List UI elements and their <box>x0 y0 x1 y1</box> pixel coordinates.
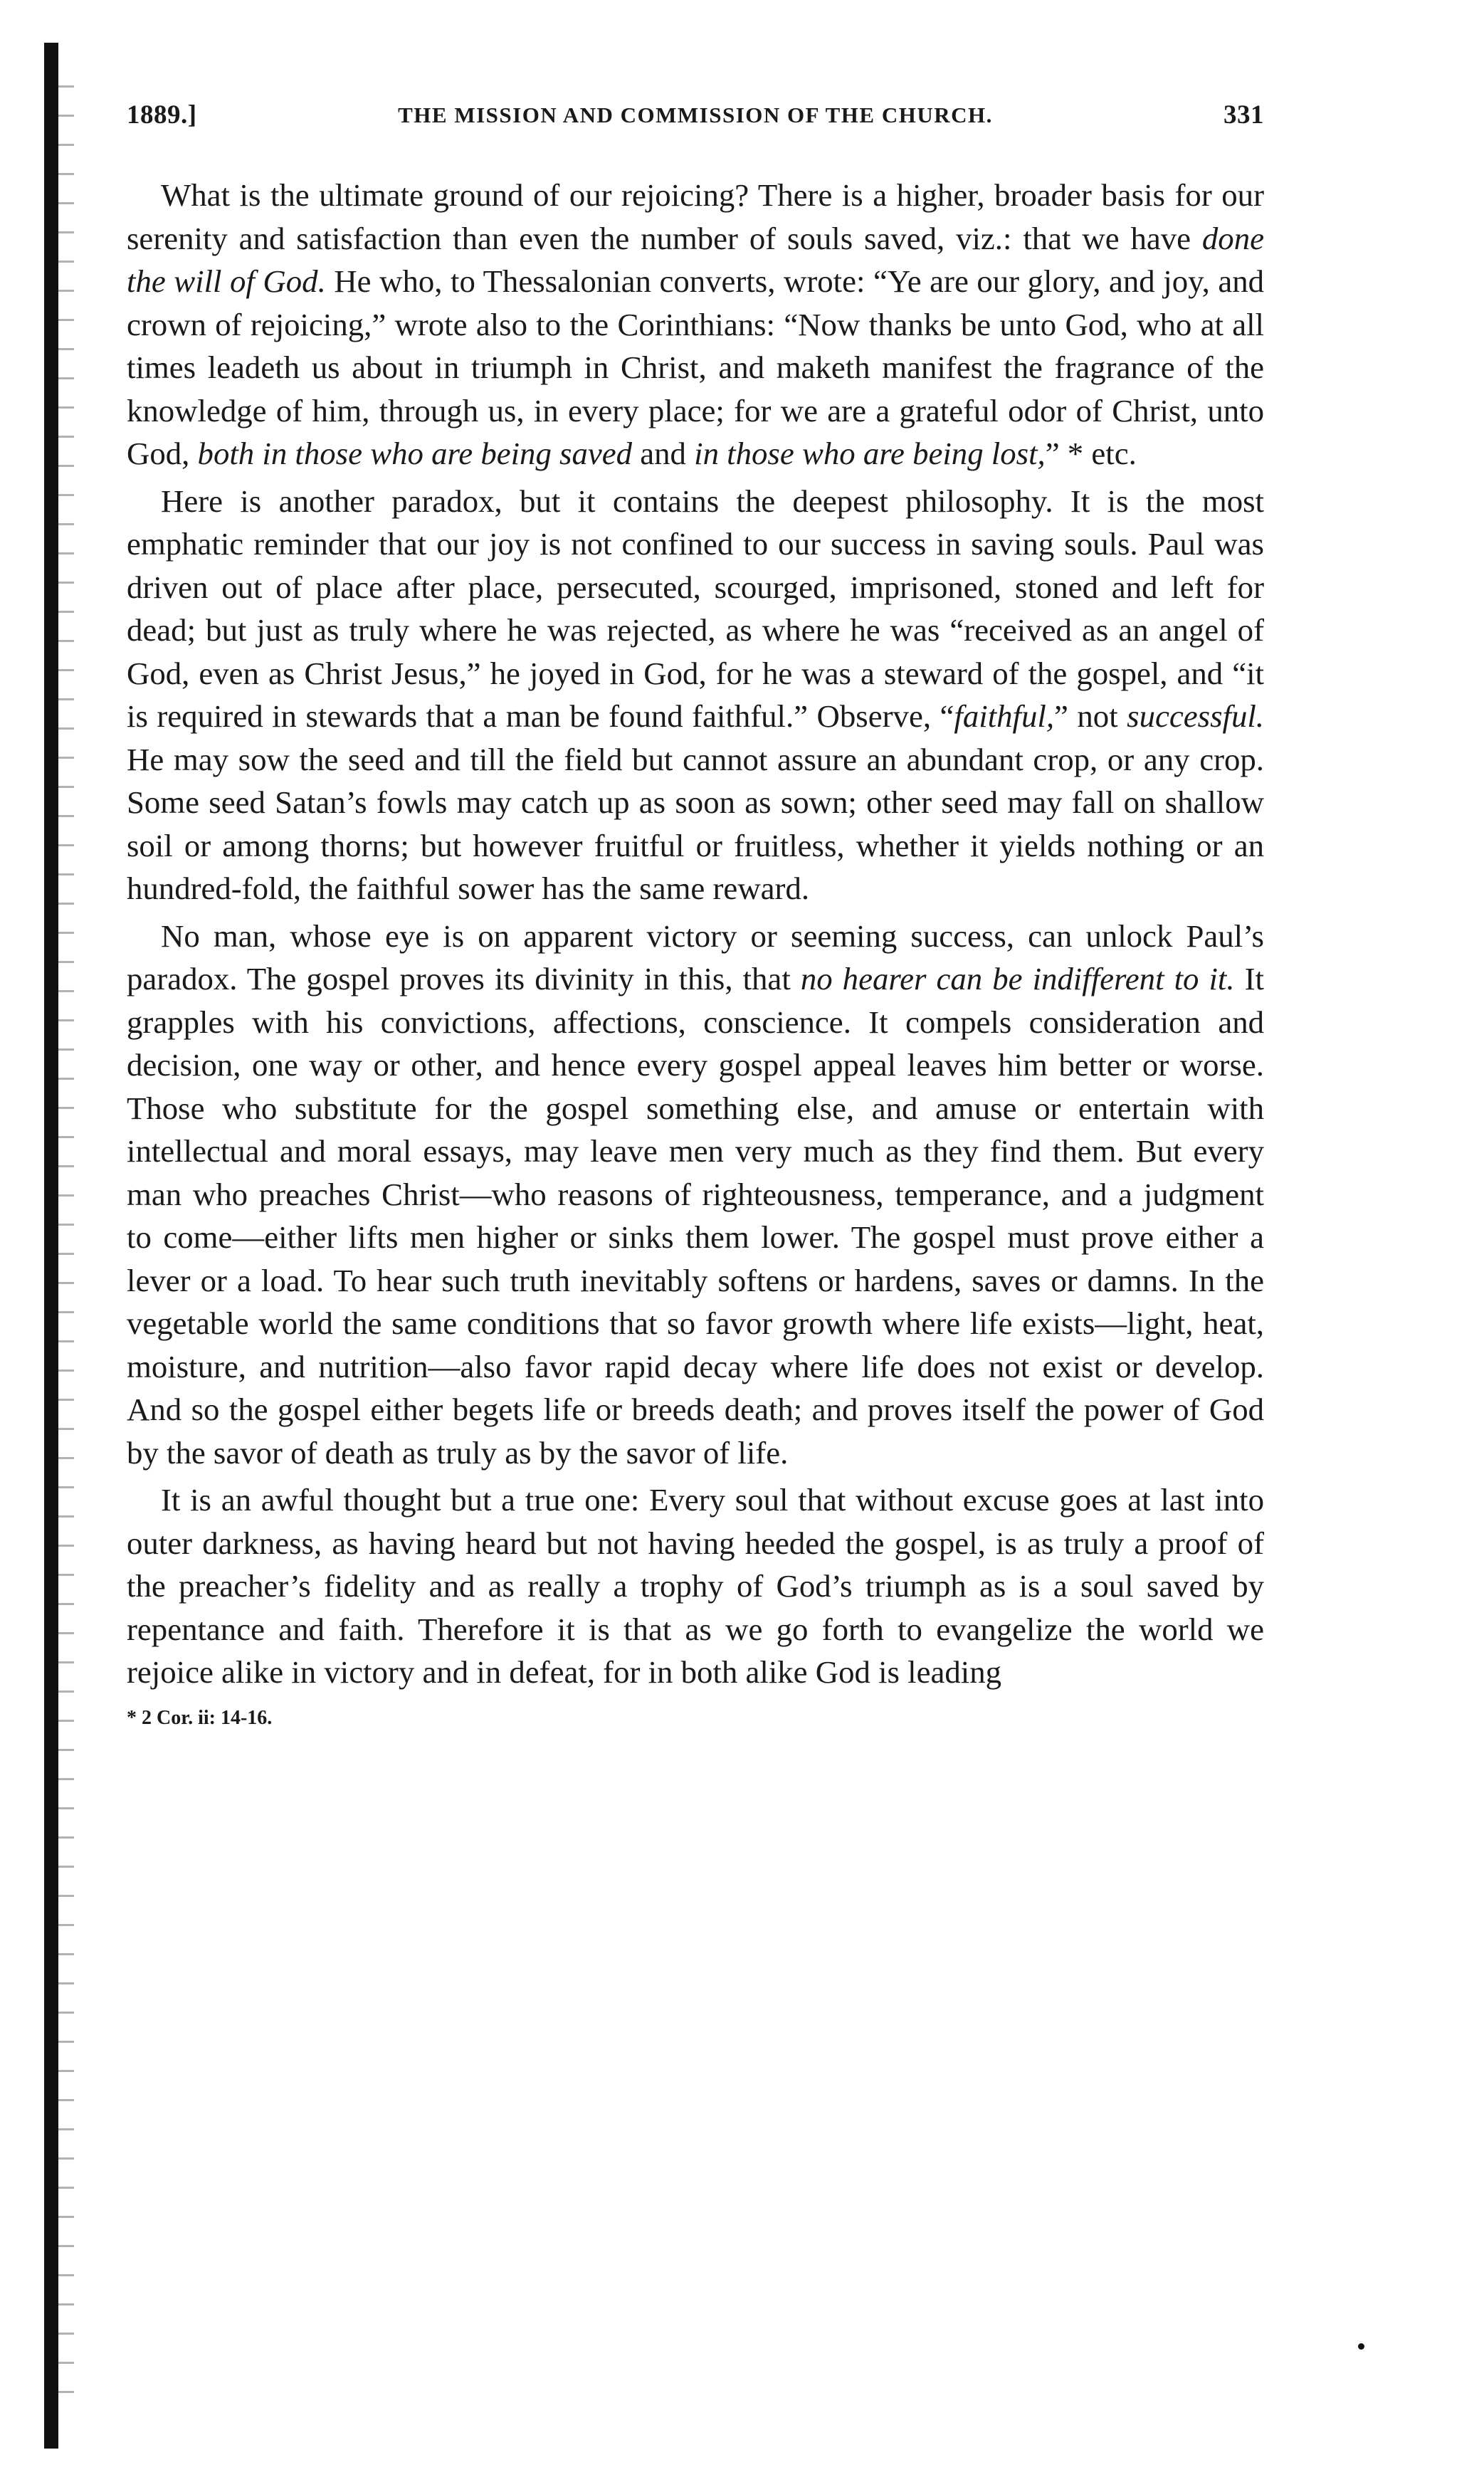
text-run: He who, to Thessalonian converts, wrote: “Ye are our glory, and joy, and crown of rejoicing,” wrote also to the Corinthians: “Now thanks be unto God, who at all times leadeth us about in triumph in Christ, and maketh manifest the fragrance of the knowledge of him, through us, in every place; for we are a grateful odor of Christ, unto God, <box>127 263 1265 471</box>
header-title: THE MISSION AND COMMISSION OF THE CHURCH. <box>398 102 993 127</box>
italic-run: done the will of God. <box>127 220 1264 299</box>
italic-run: faithful, <box>954 698 1055 734</box>
page-number: 331 <box>1223 100 1264 130</box>
paragraph <box>127 480 1264 910</box>
paragraph <box>127 1478 1264 1694</box>
header-year: 1889.] <box>127 100 197 130</box>
binding-shadow <box>58 85 74 2399</box>
page <box>127 100 1264 1730</box>
text-run: ” * etc. <box>1045 436 1137 471</box>
text-run: He may sow the seed and till the field but cannot assure an abundant crop, or any crop. Some seed Satan’s fowls may catch up as soon as sown; other seed may fall on shallow soil or among thorns; but however fruitful or fruitless, whether it yields nothing or an hundred-fold, the faithful sower has the same reward. <box>127 741 1264 906</box>
paragraph <box>127 915 1264 1475</box>
page-binding-edge <box>44 43 58 2449</box>
ink-speck <box>1358 2343 1364 2350</box>
text-run: It is an awful thought but a true one: Every soul that without excuse goes at last into outer darkness, as having heard but not having heeded the gospel, is as truly a proof of the preacher’s fidelity and as really a trophy of God’s triumph as is a soul saved by repentance and faith. Therefore it is that as we go forth to evangelize the world we rejoice alike in victory and in defeat, for in both alike God is leading <box>127 1482 1264 1690</box>
italic-run: both in those who are being saved <box>197 436 633 471</box>
paragraph <box>127 174 1264 475</box>
text-run: Here is another paradox, but it contains the deepest philosophy. It is the most emphatic reminder that our joy is not confined to our success in saving souls. Paul was driven out of place after place, persecuted, scourged, imprisoned, stoned and left for dead; but just as truly where he was rejected, as where he was “received as an angel of God, even as Christ Jesus,” he joyed in God, for he was a steward of the gospel, and “it is required in stewards that a man be found faithful.” Observe, “ <box>127 483 1264 734</box>
footnote: * 2 Cor. ii: 14-16. <box>127 1706 273 1729</box>
text-run: What is the ultimate ground of our rejoicing? There is a higher, broader basis for our serenity and satisfaction than even the number of souls saved, viz.: that we have <box>127 177 1264 256</box>
body-text <box>127 174 1264 1694</box>
italic-run: successful. <box>1127 698 1264 734</box>
running-header <box>127 100 1264 144</box>
text-run: and <box>632 436 695 471</box>
text-run: No man, whose eye is on apparent victory or seeming success, can unlock Paul’s paradox. The gospel proves its divinity in this, that <box>127 917 1264 997</box>
text-run: It grapples with his convictions, affections, conscience. It compels consideration and decision, one way or other, and hence every gospel appeal leaves him better or worse. Those who substitute for the gospel something else, and amuse or entertain with intellectual and moral essays, may leave men very much as they find them. But every man who preaches Christ—who reasons of righteousness, temperance, and a judgment to come—either lifts men higher or sinks them lower. The gospel must prove either a lever or a load. To hear such truth inevitably softens or hardens, saves or damns. In the vegetable world the same conditions that so favor growth where life exists—light, heat, moisture, and nutrition—also favor rapid decay where life does not exist or develop. And so the gospel either begets life or breeds death; and proves itself the power of God by the savor of death as truly as by the savor of life. <box>127 961 1264 1471</box>
text-run: ” not <box>1054 698 1127 734</box>
italic-run: in those who are being lost, <box>694 436 1046 471</box>
italic-run: no hearer can be indifferent to it. <box>800 961 1235 997</box>
